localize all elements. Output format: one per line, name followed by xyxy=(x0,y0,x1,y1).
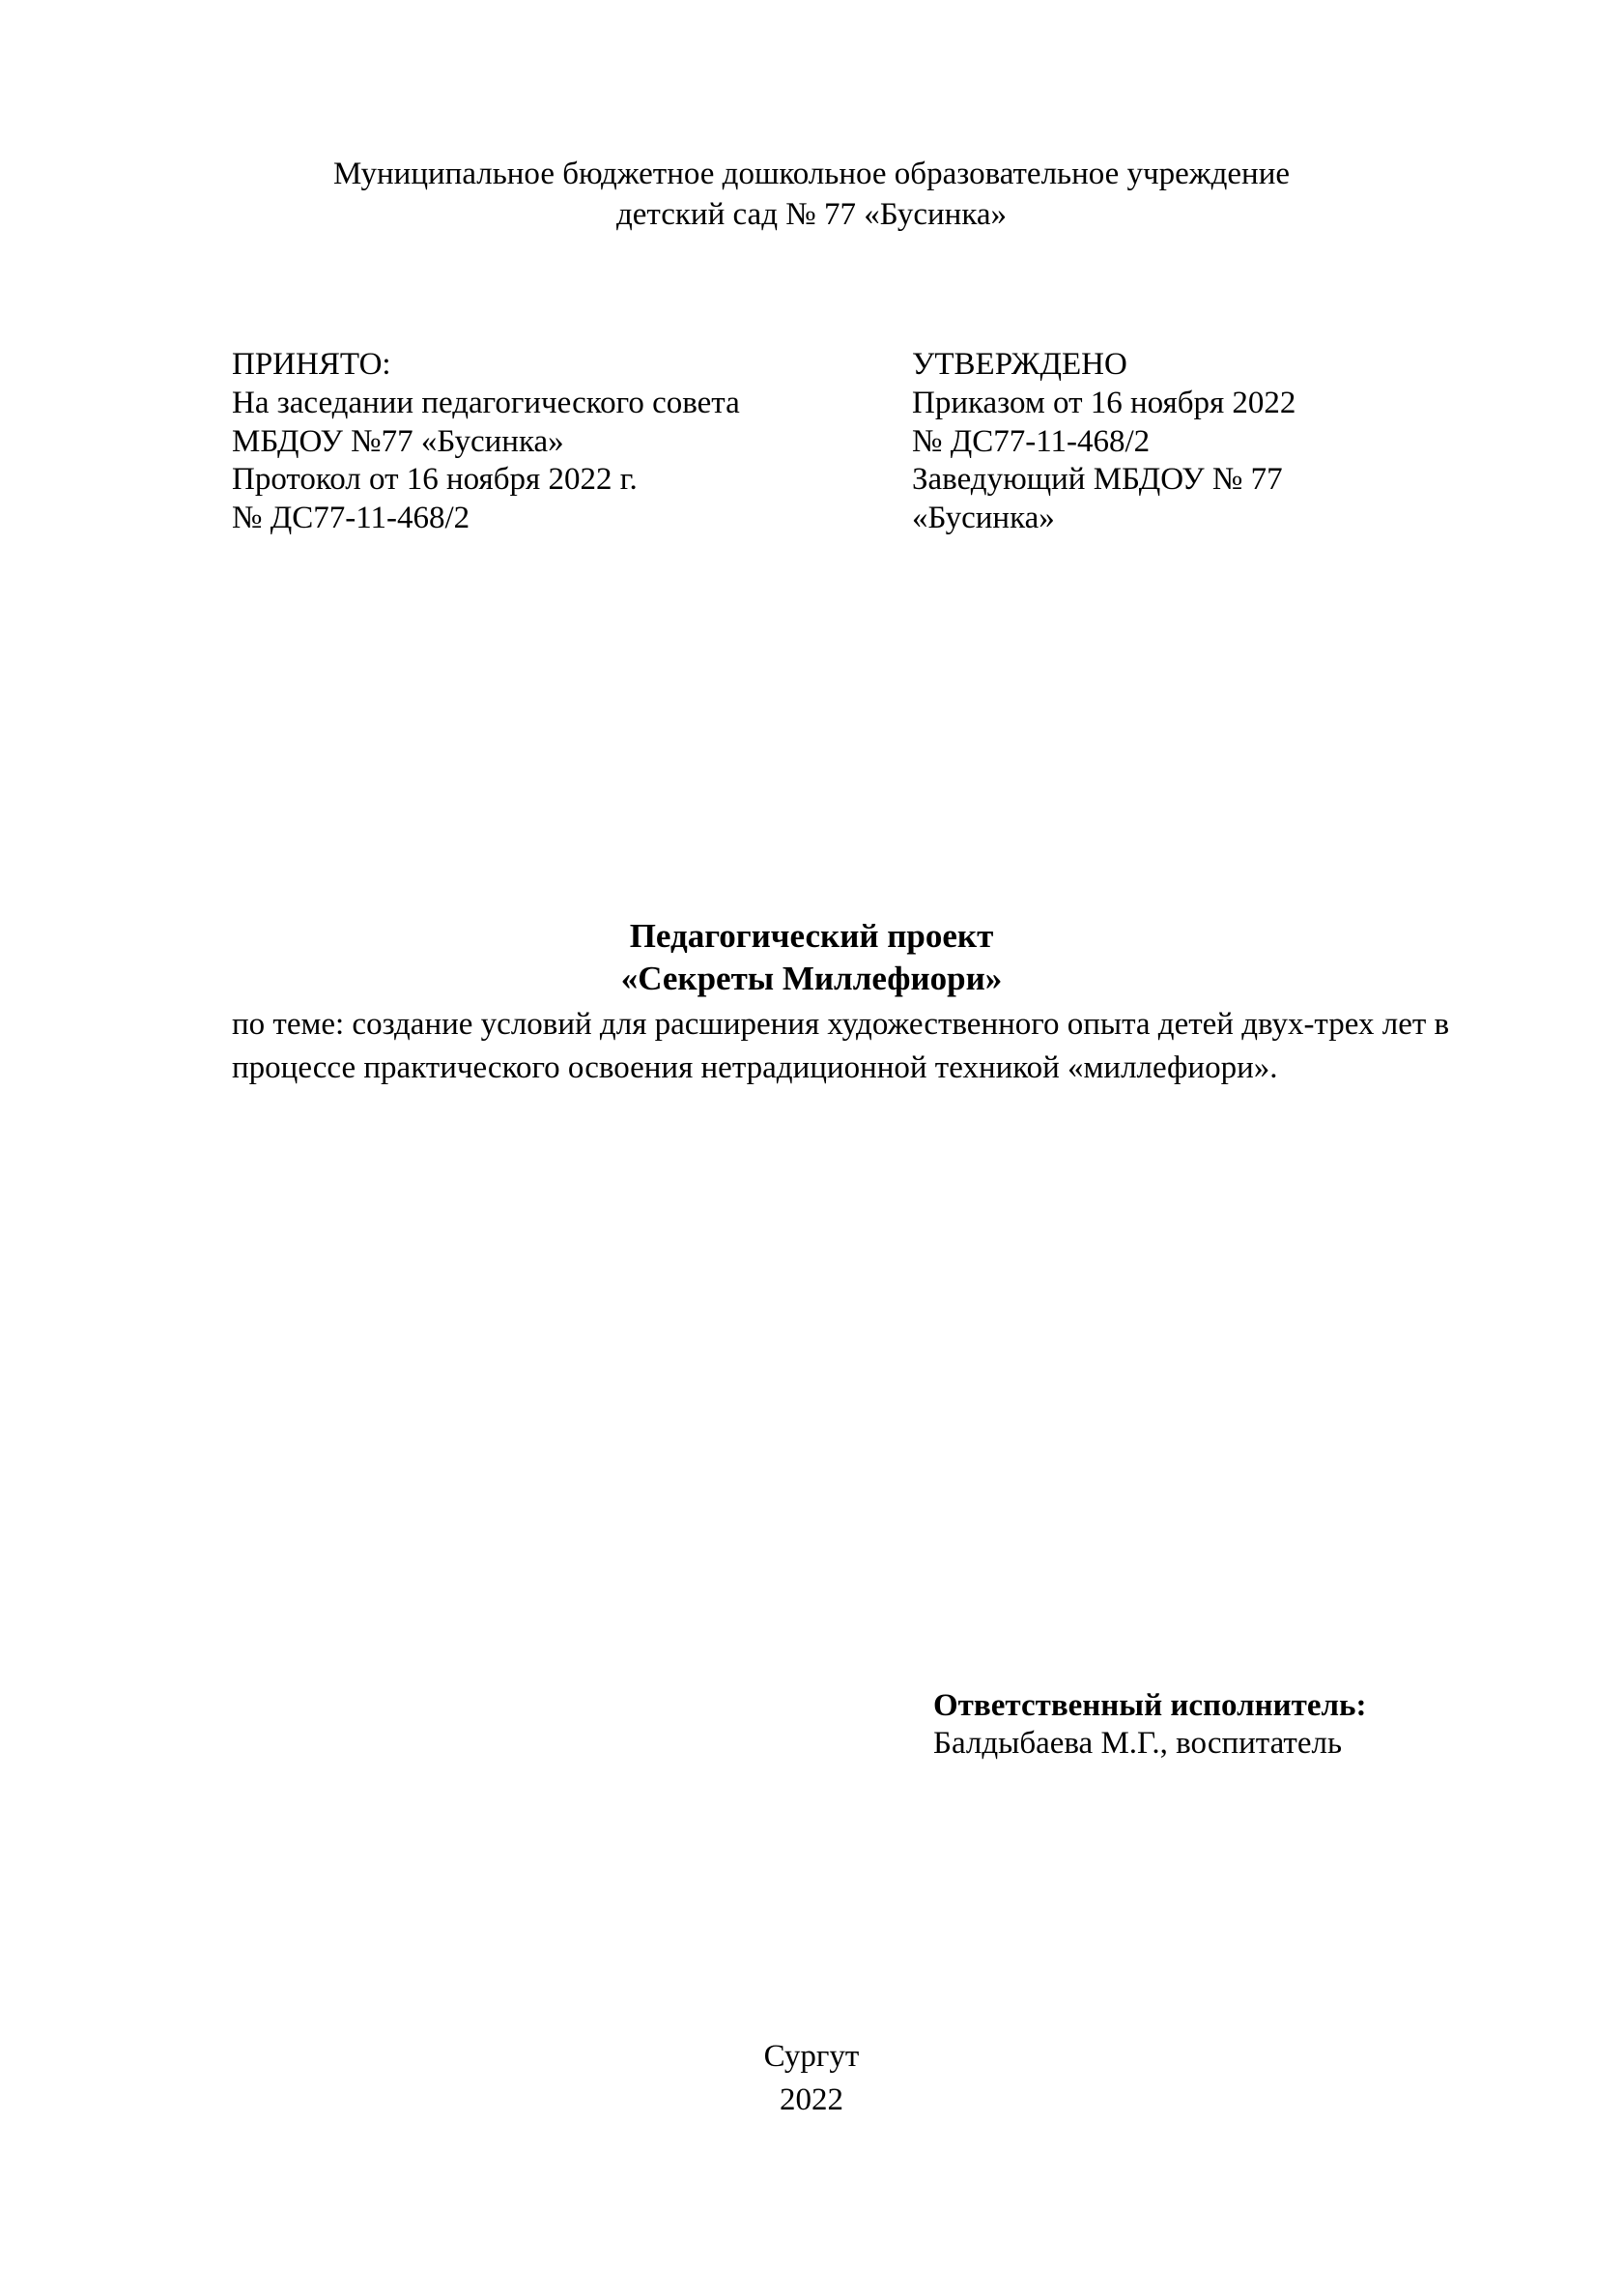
accepted-line: МБДОУ №77 «Бусинка» xyxy=(232,424,564,459)
approved-line: Заведующий МБДОУ № 77 xyxy=(912,462,1283,497)
accepted-line: На заседании педагогического совета xyxy=(232,386,740,420)
project-title-line1: Педагогический проект xyxy=(629,917,994,955)
approved-line: Приказом от 16 ноября 2022 xyxy=(912,386,1296,420)
accepted-line: Протокол от 16 ноября 2022 г. xyxy=(232,462,638,497)
executor-name: Балдыбаева М.Г., воспитатель xyxy=(933,1726,1342,1761)
accepted-line: № ДС77-11-468/2 xyxy=(232,501,470,535)
footer-city: Сургут xyxy=(763,2039,860,2074)
footer-year: 2022 xyxy=(780,2082,843,2117)
executor-label: Ответственный исполнитель: xyxy=(933,1688,1367,1723)
accepted-heading: ПРИНЯТО: xyxy=(232,347,391,382)
institution-name-line2: детский сад № 77 «Бусинка» xyxy=(615,197,1007,232)
project-topic-line2: процессе практического освоения нетрадиционной техникой «миллефиори». xyxy=(232,1050,1278,1085)
project-topic-line1: по теме: создание условий для расширения художественного опыта детей двух-трех лет в xyxy=(232,1007,1450,1042)
project-title-line2: «Секреты Миллефиори» xyxy=(620,960,1003,997)
approved-line: «Бусинка» xyxy=(912,501,1055,535)
approved-line: № ДС77-11-468/2 xyxy=(912,424,1151,459)
institution-name-line1: Муниципальное бюджетное дошкольное образовательное учреждение xyxy=(333,157,1290,191)
approved-heading: УТВЕРЖДЕНО xyxy=(912,347,1127,382)
